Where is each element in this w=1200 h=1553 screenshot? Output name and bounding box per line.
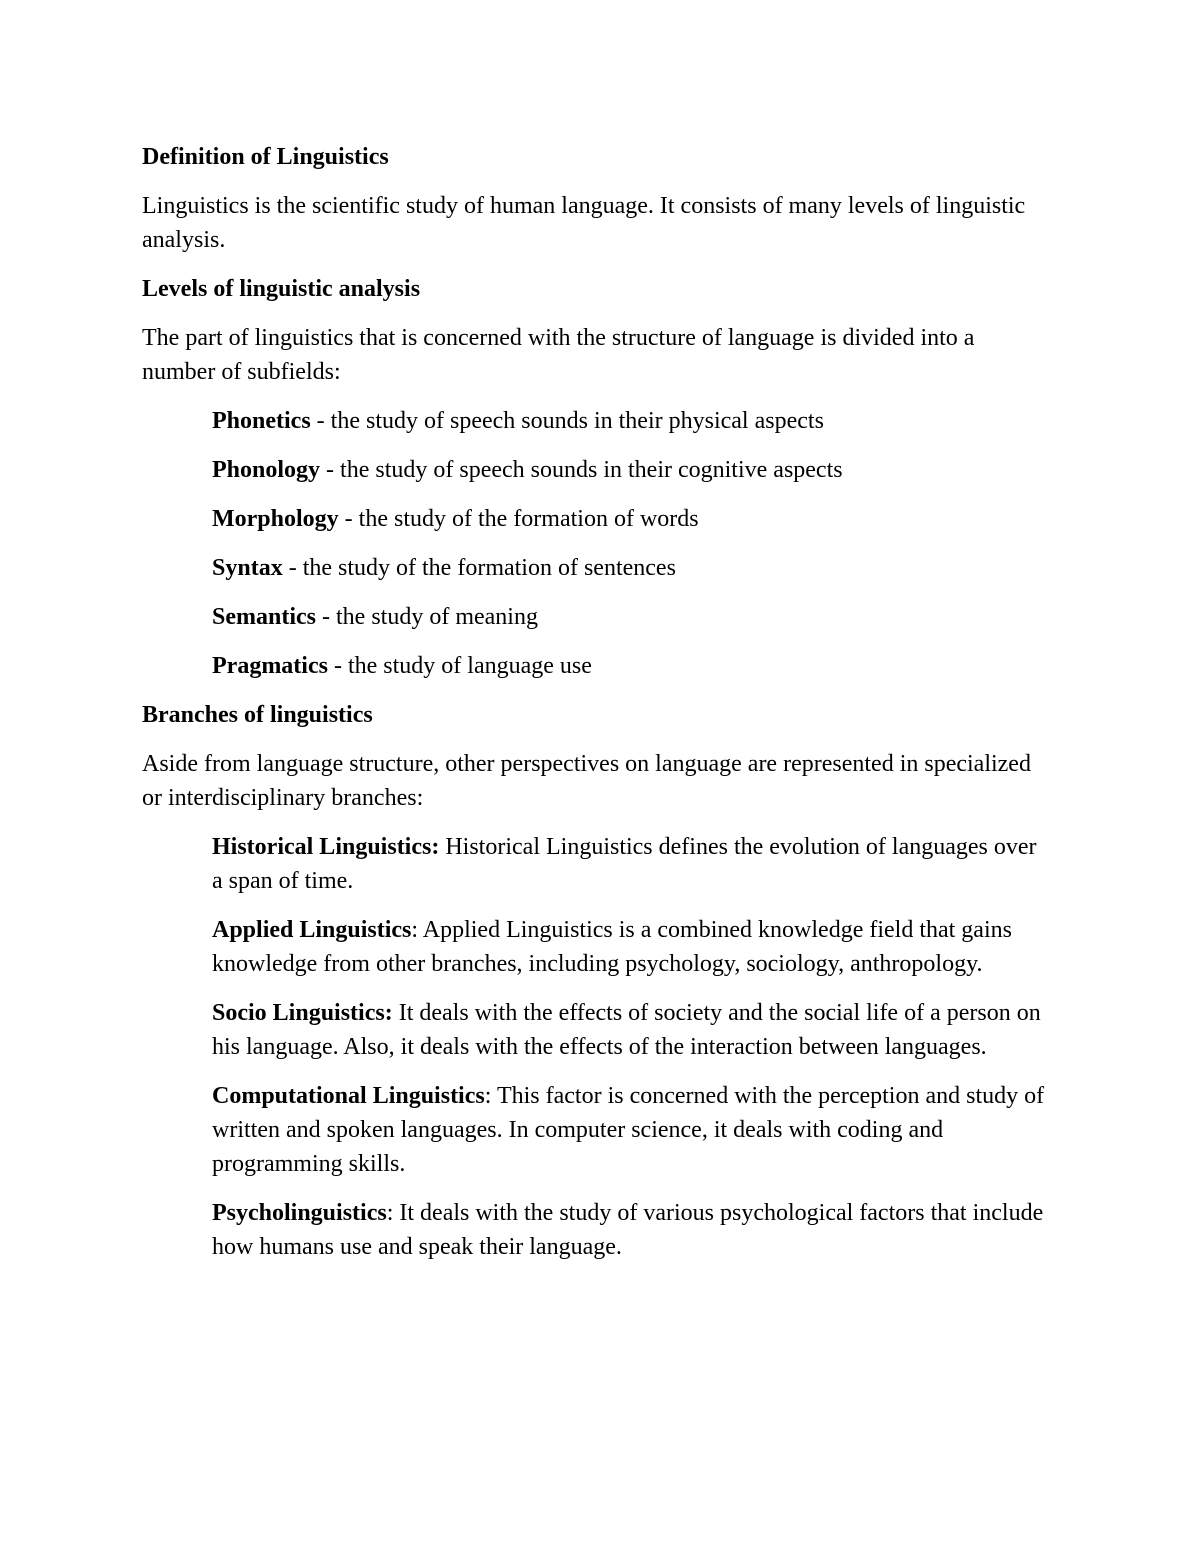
- level-description: the study of the formation of sentences: [302, 555, 676, 581]
- level-item-semantics: [212, 600, 1052, 634]
- level-separator: -: [316, 604, 336, 630]
- level-item-syntax: [212, 551, 1052, 585]
- branch-item-applied: [212, 913, 1052, 981]
- branch-term: Psycholinguistics: [212, 1200, 387, 1226]
- branch-term: Historical Linguistics:: [212, 834, 440, 860]
- level-description: the study of speech sounds in their physical aspects: [330, 408, 824, 434]
- branch-term: Socio Linguistics:: [212, 1000, 393, 1026]
- branch-term: Applied Linguistics: [212, 917, 412, 943]
- level-description: the study of meaning: [336, 604, 538, 630]
- level-separator: -: [327, 653, 348, 679]
- level-item-phonology: [212, 453, 1052, 487]
- branch-description: This factor is concerned with the perception and study of written and spoken languages. In computer science, it deals with coding and programming skills.: [212, 1083, 1045, 1177]
- levels-list: [212, 404, 1052, 683]
- level-term: Syntax: [212, 555, 283, 581]
- branch-separator: :: [411, 917, 423, 943]
- level-separator: -: [320, 457, 341, 483]
- levels-paragraph: The part of linguistics that is concerned with the structure of language is divided into a number of subfields:: [142, 325, 975, 385]
- branch-term: Computational Linguistics: [212, 1083, 485, 1109]
- branch-item-historical: [212, 830, 1052, 898]
- level-term: Pragmatics: [212, 653, 328, 679]
- definition-paragraph: Linguistics is the scientific study of human language. It consists of many levels of linguistic analysis.: [142, 193, 1026, 253]
- branch-description: Applied Linguistics is a combined knowledge field that gains knowledge from other branches, including psychology, sociology, anthropology.: [212, 917, 1012, 977]
- level-separator: -: [310, 408, 331, 434]
- branch-separator: :: [386, 1200, 400, 1226]
- definition-heading: Definition of Linguistics: [142, 144, 389, 170]
- branch-separator: :: [484, 1083, 497, 1109]
- level-term: Phonology: [212, 457, 321, 483]
- level-item-pragmatics: [212, 649, 1052, 683]
- branches-heading: Branches of linguistics: [142, 702, 373, 728]
- branch-item-computational: [212, 1079, 1052, 1181]
- branch-description: It deals with the effects of society and the social life of a person on his language. Also, it deals with the effects of the interaction between languages.: [212, 1000, 1041, 1060]
- level-term: Semantics: [212, 604, 316, 630]
- level-description: the study of the formation of words: [358, 506, 699, 532]
- level-term: Phonetics: [212, 408, 311, 434]
- document-content: [142, 140, 1052, 1279]
- branches-paragraph: Aside from language structure, other perspectives on language are represented in specialized or interdisciplinary branches:: [142, 751, 1031, 811]
- branch-description: It deals with the study of various psychological factors that include how humans use and speak their language.: [212, 1200, 1044, 1260]
- branch-description: Historical Linguistics defines the evolution of languages over a span of time.: [212, 834, 1037, 894]
- level-separator: -: [282, 555, 303, 581]
- level-item-phonetics: [212, 404, 1052, 438]
- level-separator: -: [338, 506, 359, 532]
- levels-heading: Levels of linguistic analysis: [142, 276, 421, 302]
- level-item-morphology: [212, 502, 1052, 536]
- level-description: the study of language use: [347, 653, 592, 679]
- branches-list: [212, 830, 1052, 1264]
- level-description: the study of speech sounds in their cognitive aspects: [340, 457, 843, 483]
- level-term: Morphology: [212, 506, 339, 532]
- branch-item-socio: [212, 996, 1052, 1064]
- branch-item-psycholinguistics: [212, 1196, 1052, 1264]
